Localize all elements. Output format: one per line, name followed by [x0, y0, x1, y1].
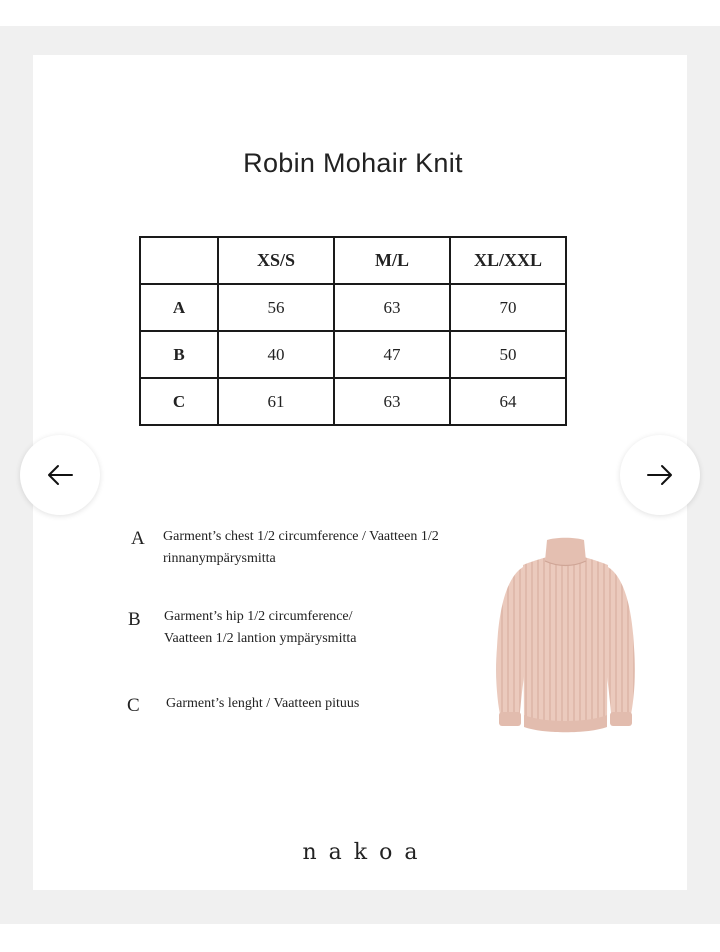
- arrow-left-icon: [45, 460, 75, 490]
- table-header-cell: M/L: [334, 237, 450, 284]
- size-chart-image: [33, 55, 687, 890]
- legend-text-a: [163, 526, 439, 570]
- arrow-right-icon: [645, 460, 675, 490]
- table-header-cell: XL/XXL: [450, 237, 566, 284]
- table-cell: 63: [334, 284, 450, 331]
- legend-text-c: [166, 693, 359, 715]
- table-row: [140, 378, 566, 425]
- previous-image-button[interactable]: [20, 435, 100, 515]
- legend-line: Garment’s hip 1/2 circumference/: [164, 609, 353, 624]
- legend-line: Garment’s lenght / Vaatteen pituus: [166, 696, 360, 711]
- table-row: [140, 331, 566, 378]
- sweater-image: [493, 537, 638, 737]
- table-cell: 56: [218, 284, 334, 331]
- table-header-cell: [140, 237, 218, 284]
- legend-line: Garment’s chest 1/2 circumference / Vaatteen 1/2: [163, 529, 439, 544]
- product-title: Robin Mohair Knit: [243, 148, 463, 178]
- brand-logo: nakoa: [302, 840, 430, 865]
- table-header-row: [140, 237, 566, 284]
- table-header-cell: XS/S: [218, 237, 334, 284]
- next-image-button[interactable]: [620, 435, 700, 515]
- legend-text-b: [164, 606, 356, 650]
- legend-line: rinnanympärysmitta: [163, 551, 276, 566]
- row-label: A: [140, 284, 218, 331]
- legend-letter-b: B: [128, 609, 141, 630]
- table-cell: 47: [334, 331, 450, 378]
- table-cell: 40: [218, 331, 334, 378]
- row-label: B: [140, 331, 218, 378]
- table-row: [140, 284, 566, 331]
- size-table: [139, 236, 567, 426]
- table-cell: 63: [334, 378, 450, 425]
- table-cell: 64: [450, 378, 566, 425]
- table-cell: 50: [450, 331, 566, 378]
- legend-letter-c: C: [127, 695, 140, 716]
- row-label: C: [140, 378, 218, 425]
- table-cell: 61: [218, 378, 334, 425]
- table-cell: 70: [450, 284, 566, 331]
- legend-line: Vaatteen 1/2 lantion ympärysmitta: [164, 631, 357, 646]
- legend-letter-a: A: [131, 528, 145, 549]
